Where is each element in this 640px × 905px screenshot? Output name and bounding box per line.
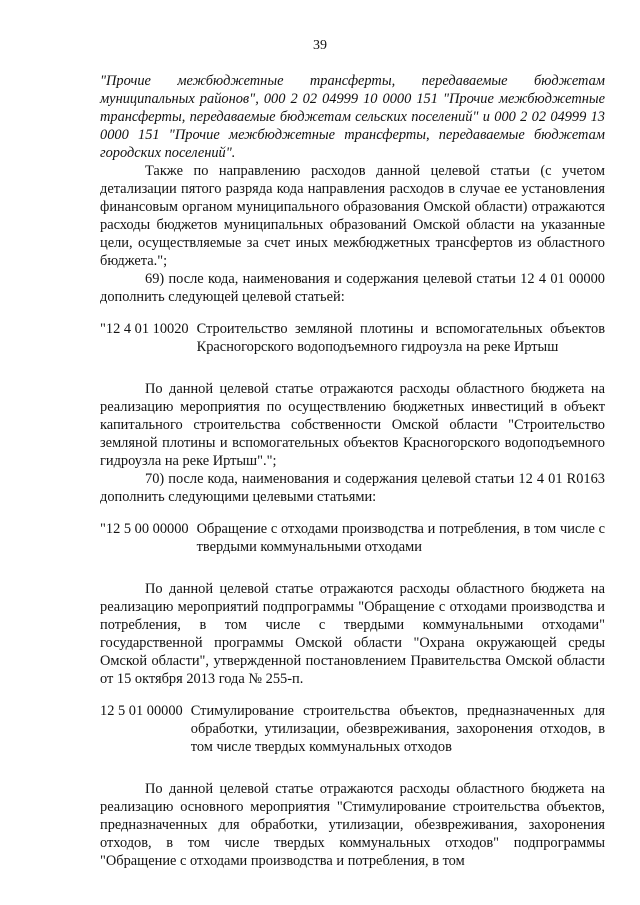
paragraph-item-69: 69) после кода, наименования и содержания целевой статьи 12 4 01 00000 дополнить следующей целевой статьей: — [100, 271, 605, 305]
code-description: Обращение с отходами производства и потребления, в том числе с твердыми коммунальными отходами — [196, 521, 605, 555]
code-description: Стимулирование строительства объектов, предназначенных для обработки, утилизации, обезвреживания, захоронения отходов, в том числе твердых коммунальных отходов — [190, 703, 605, 755]
paragraph-item-70: 70) после кода, наименования и содержания целевой статьи 12 4 01 R0163 дополнить следующими целевыми статьями: — [100, 471, 605, 505]
code-number: "12 5 00 00000 — [100, 521, 189, 537]
document-body — [100, 72, 605, 870]
paragraph-waste-expenses: По данной целевой статье отражаются расходы областного бюджета на реализацию мероприятий подпрограммы "Обращение с отходами производства и потребления, в том числе с твердыми коммунальными отходами" государственной программы Омской области "Охрана окружающей среды Омской области", утвержденной постановлением Правительства Омской области от 15 октября 2013 года № 255-п. — [100, 581, 605, 687]
code-number: "12 4 01 10020 — [100, 321, 189, 337]
code-entry — [100, 702, 605, 756]
paragraph-construction-expenses: По данной целевой статье отражаются расходы областного бюджета на реализацию основного мероприятия "Стимулирование строительства объектов, предназначенных для обработки, утилизации, обезвреживания, захоронения отходов, в том числе твердых коммунальных отходов" подпрограммы "Обращение с отходами производства и потребления, в том — [100, 781, 605, 869]
code-entry — [100, 520, 605, 556]
code-number: 12 5 01 00000 — [100, 703, 183, 719]
paragraph-dam-expenses: По данной целевой статье отражаются расходы областного бюджета на реализацию мероприятия по осуществлению бюджетных инвестиций в объект капитального строительства собственности Омской области "Строительство земляной плотины и вспомогательных объектов Красногорского водоподъемного гидроузла на реке Иртыш"."; — [100, 381, 605, 469]
paragraph-transfers: "Прочие межбюджетные трансферты, передаваемые бюджетам муниципальных районов", 000 2 02 04999 10 0000 151 "Прочие межбюджетные трансферты, передаваемые бюджетам сельских поселений" и 000 2 02 04999 13 0000 151 "Прочие межбюджетные трансферты, передаваемые бюджетам городских поселений". — [100, 73, 605, 161]
paragraph-also: Также по направлению расходов данной целевой статьи (с учетом детализации пятого разряда кода направления расходов в случае ее установления финансовым органом муниципального образования Омской области) отражаются расходы бюджетов муниципальных образований Омской области на указанные цели, осуществляемые за счет иных межбюджетных трансфертов из областного бюджета."; — [100, 163, 605, 269]
code-entry — [100, 320, 605, 356]
page-number: 39 — [313, 38, 327, 53]
code-description: Строительство земляной плотины и вспомогательных объектов Красногорского водоподъемного гидроузла на реке Иртыш — [196, 321, 605, 355]
